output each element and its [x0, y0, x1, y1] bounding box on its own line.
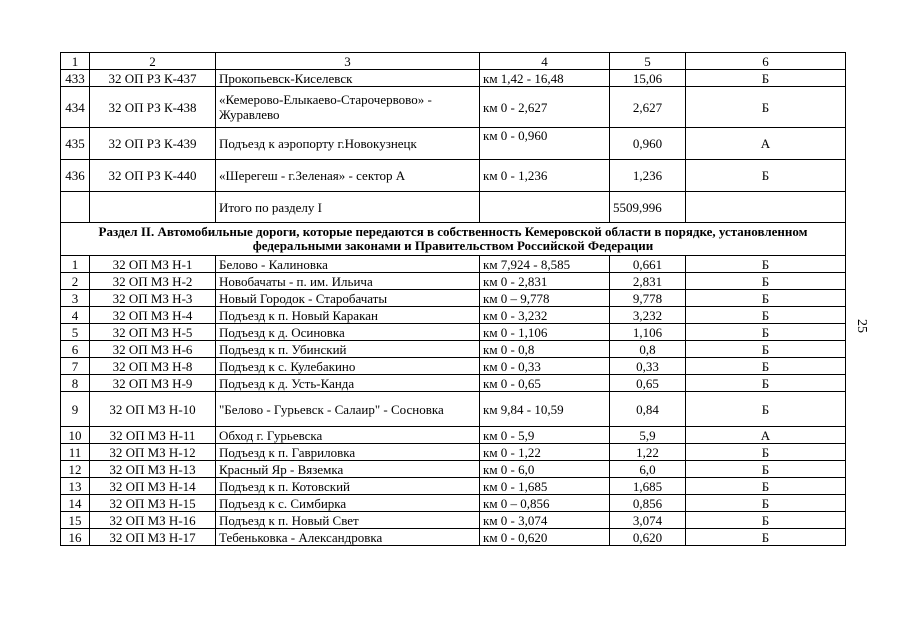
road-name: Подъезд к п. Убинский	[216, 341, 480, 358]
road-code: 32 ОП МЗ Н-6	[90, 341, 216, 358]
road-length: 0,620	[610, 529, 686, 546]
road-code: 32 ОП РЗ К-440	[90, 160, 216, 192]
road-name: Тебеньковка - Александровка	[216, 529, 480, 546]
header-row	[61, 53, 846, 70]
total-row	[61, 192, 846, 223]
road-category: Б	[686, 529, 846, 546]
road-length: 9,778	[610, 290, 686, 307]
road-km: км 0 - 3,232	[480, 307, 610, 324]
road-km: км 0 - 1,106	[480, 324, 610, 341]
row-number: 436	[61, 160, 90, 192]
table-row	[61, 273, 846, 290]
road-km: км 0 - 2,831	[480, 273, 610, 290]
row-number: 10	[61, 427, 90, 444]
row-number: 4	[61, 307, 90, 324]
row-number: 5	[61, 324, 90, 341]
table-row	[61, 358, 846, 375]
row-number: 13	[61, 478, 90, 495]
road-category: Б	[686, 273, 846, 290]
road-name: Подъезд к п. Новый Каракан	[216, 307, 480, 324]
road-category: Б	[686, 461, 846, 478]
header-cell: 1	[61, 53, 90, 70]
road-code: 32 ОП РЗ К-437	[90, 70, 216, 87]
road-code: 32 ОП МЗ Н-8	[90, 358, 216, 375]
road-km: км 0 - 5,9	[480, 427, 610, 444]
road-category: Б	[686, 324, 846, 341]
road-category: Б	[686, 307, 846, 324]
road-code: 32 ОП МЗ Н-2	[90, 273, 216, 290]
road-length: 0,8	[610, 341, 686, 358]
road-length: 3,074	[610, 512, 686, 529]
total-value: 5509,996	[610, 192, 686, 223]
road-name: Красный Яр - Вяземка	[216, 461, 480, 478]
road-km: км 0 - 0,620	[480, 529, 610, 546]
row-number: 11	[61, 444, 90, 461]
road-category: Б	[686, 290, 846, 307]
road-km: км 0 - 2,627	[480, 87, 610, 128]
road-category: Б	[686, 358, 846, 375]
road-length: 0,960	[610, 128, 686, 160]
road-km: км 0 - 1,236	[480, 160, 610, 192]
table-row	[61, 529, 846, 546]
empty-cell	[61, 192, 90, 223]
road-code: 32 ОП МЗ Н-11	[90, 427, 216, 444]
total-label: Итого по разделу I	[216, 192, 480, 223]
road-code: 32 ОП РЗ К-439	[90, 128, 216, 160]
road-length: 15,06	[610, 70, 686, 87]
road-code: 32 ОП МЗ Н-13	[90, 461, 216, 478]
road-km: км 1,42 - 16,48	[480, 70, 610, 87]
road-length: 1,236	[610, 160, 686, 192]
road-code: 32 ОП МЗ Н-16	[90, 512, 216, 529]
road-length: 1,106	[610, 324, 686, 341]
table-row	[61, 427, 846, 444]
row-number: 1	[61, 256, 90, 273]
road-length: 0,65	[610, 375, 686, 392]
row-number: 2	[61, 273, 90, 290]
row-number: 433	[61, 70, 90, 87]
road-code: 32 ОП МЗ Н-12	[90, 444, 216, 461]
table-row	[61, 87, 846, 128]
road-length: 2,831	[610, 273, 686, 290]
road-km: км 0 - 0,960	[480, 128, 610, 160]
row-number: 14	[61, 495, 90, 512]
road-category: Б	[686, 160, 846, 192]
header-cell: 6	[686, 53, 846, 70]
road-km: км 0 - 1,685	[480, 478, 610, 495]
road-km: км 0 - 3,074	[480, 512, 610, 529]
row-number: 3	[61, 290, 90, 307]
road-length: 2,627	[610, 87, 686, 128]
road-code: 32 ОП РЗ К-438	[90, 87, 216, 128]
header-cell: 3	[216, 53, 480, 70]
road-code: 32 ОП МЗ Н-3	[90, 290, 216, 307]
road-name: Новобачаты - п. им. Ильича	[216, 273, 480, 290]
table-row	[61, 512, 846, 529]
road-name: Подъезд к п. Гавриловка	[216, 444, 480, 461]
road-category: Б	[686, 495, 846, 512]
road-name: "Белово - Гурьевск - Салаир" - Сосновка	[216, 392, 480, 427]
road-category: Б	[686, 375, 846, 392]
table-row	[61, 307, 846, 324]
road-name: Новый Городок - Старобачаты	[216, 290, 480, 307]
road-code: 32 ОП МЗ Н-4	[90, 307, 216, 324]
table-row	[61, 128, 846, 160]
table-row	[61, 444, 846, 461]
road-km: км 0 - 0,65	[480, 375, 610, 392]
row-number: 434	[61, 87, 90, 128]
road-category: Б	[686, 256, 846, 273]
empty-cell	[686, 192, 846, 223]
road-length: 0,33	[610, 358, 686, 375]
road-km: км 7,924 - 8,585	[480, 256, 610, 273]
road-km: км 0 - 0,33	[480, 358, 610, 375]
row-number: 16	[61, 529, 90, 546]
row-number: 15	[61, 512, 90, 529]
header-cell: 4	[480, 53, 610, 70]
header-cell: 5	[610, 53, 686, 70]
road-km: км 0 - 1,22	[480, 444, 610, 461]
table-row	[61, 256, 846, 273]
road-category: Б	[686, 478, 846, 495]
empty-cell	[90, 192, 216, 223]
row-number: 7	[61, 358, 90, 375]
row-number: 8	[61, 375, 90, 392]
road-km: км 0 – 0,856	[480, 495, 610, 512]
road-name: Подъезд к п. Новый Свет	[216, 512, 480, 529]
empty-cell	[480, 192, 610, 223]
road-length: 0,856	[610, 495, 686, 512]
section-title: Раздел II. Автомобильные дороги, которые передаются в собственность Кемеровской области в порядке, установленном федеральными законами и Правительством Российской Федерации	[61, 223, 846, 256]
road-category: Б	[686, 70, 846, 87]
road-registry-table	[60, 52, 846, 546]
table-row	[61, 495, 846, 512]
road-category: Б	[686, 341, 846, 358]
road-km: км 0 - 0,8	[480, 341, 610, 358]
road-name: «Шерегеш - г.Зеленая» - сектор А	[216, 160, 480, 192]
road-name: Подъезд к п. Котовский	[216, 478, 480, 495]
road-length: 1,22	[610, 444, 686, 461]
section-header-row	[61, 223, 846, 256]
road-code: 32 ОП МЗ Н-17	[90, 529, 216, 546]
road-name: Белово - Калиновка	[216, 256, 480, 273]
road-category: Б	[686, 512, 846, 529]
road-name: Подъезд к д. Усть-Канда	[216, 375, 480, 392]
road-name: Прокопьевск-Киселевск	[216, 70, 480, 87]
road-category: Б	[686, 392, 846, 427]
row-number: 435	[61, 128, 90, 160]
table-row	[61, 70, 846, 87]
road-length: 0,661	[610, 256, 686, 273]
road-name: Подъезд к с. Кулебакино	[216, 358, 480, 375]
table-row	[61, 341, 846, 358]
road-length: 5,9	[610, 427, 686, 444]
road-name: Обход г. Гурьевска	[216, 427, 480, 444]
road-km: км 0 – 9,778	[480, 290, 610, 307]
road-name: Подъезд к д. Осиновка	[216, 324, 480, 341]
road-length: 6,0	[610, 461, 686, 478]
road-code: 32 ОП МЗ Н-10	[90, 392, 216, 427]
table-row	[61, 461, 846, 478]
road-code: 32 ОП МЗ Н-9	[90, 375, 216, 392]
page-number: 25	[854, 319, 869, 333]
road-category: Б	[686, 444, 846, 461]
road-code: 32 ОП МЗ Н-1	[90, 256, 216, 273]
row-number: 9	[61, 392, 90, 427]
road-code: 32 ОП МЗ Н-15	[90, 495, 216, 512]
road-km: км 9,84 - 10,59	[480, 392, 610, 427]
table-row	[61, 392, 846, 427]
row-number: 12	[61, 461, 90, 478]
road-length: 3,232	[610, 307, 686, 324]
road-category: А	[686, 427, 846, 444]
road-length: 1,685	[610, 478, 686, 495]
header-cell: 2	[90, 53, 216, 70]
table-row	[61, 290, 846, 307]
road-category: А	[686, 128, 846, 160]
road-name: Подъезд к аэропорту г.Новокузнецк	[216, 128, 480, 160]
road-name: Подъезд к с. Симбирка	[216, 495, 480, 512]
road-length: 0,84	[610, 392, 686, 427]
road-code: 32 ОП МЗ Н-5	[90, 324, 216, 341]
road-code: 32 ОП МЗ Н-14	[90, 478, 216, 495]
table-row	[61, 160, 846, 192]
row-number: 6	[61, 341, 90, 358]
table-row	[61, 324, 846, 341]
table-row	[61, 478, 846, 495]
road-name: «Кемерово-Елыкаево-Старочервово» - Журавлево	[216, 87, 480, 128]
road-category: Б	[686, 87, 846, 128]
road-km: км 0 - 6,0	[480, 461, 610, 478]
table-row	[61, 375, 846, 392]
